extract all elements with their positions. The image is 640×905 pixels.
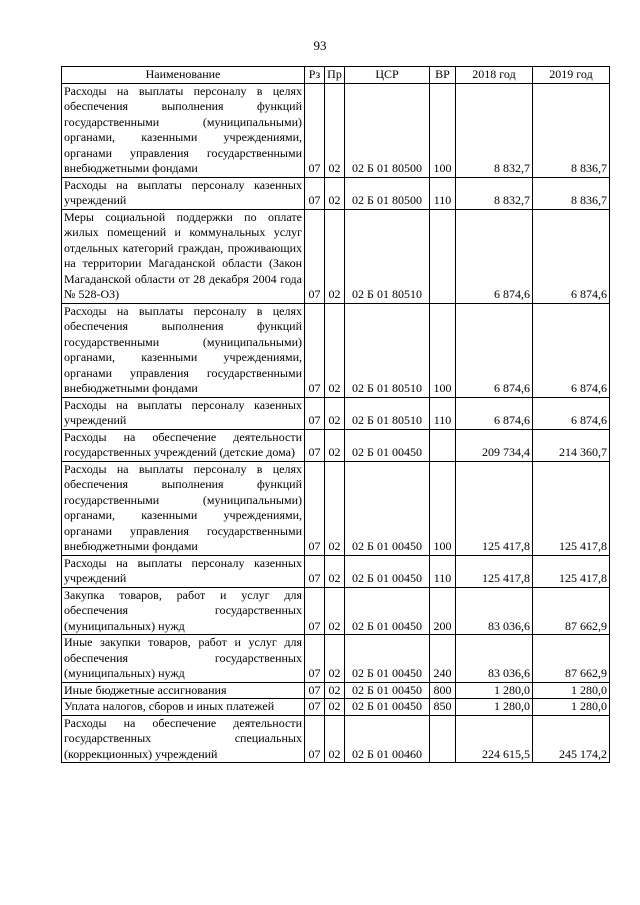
- header-name: Наименование: [62, 67, 305, 84]
- page-number: 93: [313, 38, 327, 53]
- table-row: [62, 555, 610, 587]
- table-row: [62, 429, 610, 461]
- cell-y2019: 125 417,8: [533, 461, 610, 555]
- cell-y2018: 1 280,0: [456, 699, 533, 716]
- cell-rz: 07: [305, 682, 325, 699]
- table-row: [62, 303, 610, 397]
- cell-pr: 02: [325, 397, 345, 429]
- cell-y2018: 224 615,5: [456, 715, 533, 763]
- cell-vr: 110: [430, 177, 456, 209]
- cell-y2019: 214 360,7: [533, 429, 610, 461]
- cell-csr: 02 Б 01 00450: [345, 461, 430, 555]
- cell-rz: 07: [305, 555, 325, 587]
- cell-y2018: 6 874,6: [456, 303, 533, 397]
- cell-csr: 02 Б 01 00450: [345, 699, 430, 716]
- cell-y2018: 1 280,0: [456, 682, 533, 699]
- cell-vr: [430, 715, 456, 763]
- cell-name: Расходы на обеспечение деятельности государственных специальных (коррекционных) учреждений: [62, 715, 305, 763]
- cell-vr: 240: [430, 635, 456, 683]
- cell-csr: 02 Б 01 80500: [345, 177, 430, 209]
- cell-pr: 02: [325, 461, 345, 555]
- cell-vr: 800: [430, 682, 456, 699]
- cell-vr: 110: [430, 397, 456, 429]
- cell-csr: 02 Б 01 00450: [345, 682, 430, 699]
- cell-pr: 02: [325, 635, 345, 683]
- header-2019: 2019 год: [533, 67, 610, 84]
- cell-y2019: 87 662,9: [533, 635, 610, 683]
- cell-name: Уплата налогов, сборов и иных платежей: [62, 699, 305, 716]
- cell-y2019: 1 280,0: [533, 699, 610, 716]
- cell-y2019: 1 280,0: [533, 682, 610, 699]
- cell-y2018: 8 832,7: [456, 177, 533, 209]
- cell-y2019: 6 874,6: [533, 397, 610, 429]
- table-header-row: [62, 67, 610, 84]
- cell-rz: 07: [305, 83, 325, 177]
- cell-name: Расходы на выплаты персоналу казенных учреждений: [62, 177, 305, 209]
- header-rz: Рз: [305, 67, 325, 84]
- table-row: [62, 587, 610, 635]
- cell-rz: 07: [305, 461, 325, 555]
- cell-y2019: 125 417,8: [533, 555, 610, 587]
- cell-y2018: 125 417,8: [456, 461, 533, 555]
- cell-csr: 02 Б 01 80500: [345, 83, 430, 177]
- cell-rz: 07: [305, 587, 325, 635]
- header-pr: Пр: [325, 67, 345, 84]
- table-row: [62, 699, 610, 716]
- cell-y2019: 6 874,6: [533, 303, 610, 397]
- cell-y2019: 6 874,6: [533, 209, 610, 303]
- cell-vr: 850: [430, 699, 456, 716]
- cell-pr: 02: [325, 715, 345, 763]
- cell-pr: 02: [325, 177, 345, 209]
- cell-name: Расходы на обеспечение деятельности государственных учреждений (детские дома): [62, 429, 305, 461]
- cell-csr: 02 Б 01 80510: [345, 397, 430, 429]
- cell-rz: 07: [305, 715, 325, 763]
- cell-pr: 02: [325, 429, 345, 461]
- cell-y2018: 6 874,6: [456, 397, 533, 429]
- cell-rz: 07: [305, 397, 325, 429]
- cell-pr: 02: [325, 699, 345, 716]
- cell-y2019: 8 836,7: [533, 177, 610, 209]
- cell-y2019: 8 836,7: [533, 83, 610, 177]
- cell-vr: [430, 209, 456, 303]
- cell-csr: 02 Б 01 80510: [345, 303, 430, 397]
- cell-name: Расходы на выплаты персоналу в целях обеспечения выполнения функций государственными (муниципальными) органами, казенными учреждениями, органами управления государственными внебюджетными фондами: [62, 83, 305, 177]
- cell-pr: 02: [325, 303, 345, 397]
- cell-name: Иные закупки товаров, работ и услуг для обеспечения государственных (муниципальных) нужд: [62, 635, 305, 683]
- cell-y2018: 125 417,8: [456, 555, 533, 587]
- cell-rz: 07: [305, 303, 325, 397]
- table-row: [62, 83, 610, 177]
- cell-vr: 100: [430, 303, 456, 397]
- cell-name: Иные бюджетные ассигнования: [62, 682, 305, 699]
- cell-vr: 200: [430, 587, 456, 635]
- cell-name: Меры социальной поддержки по оплате жилых помещений и коммунальных услуг отдельных категорий граждан, проживающих на территории Магаданской области (Закон Магаданской области от 28 декабря 2004 года № 528-ОЗ): [62, 209, 305, 303]
- cell-vr: 110: [430, 555, 456, 587]
- cell-y2018: 83 036,6: [456, 587, 533, 635]
- cell-csr: 02 Б 01 80510: [345, 209, 430, 303]
- cell-csr: 02 Б 01 00450: [345, 429, 430, 461]
- cell-rz: 07: [305, 209, 325, 303]
- header-vr: ВР: [430, 67, 456, 84]
- cell-name: Расходы на выплаты персоналу казенных учреждений: [62, 397, 305, 429]
- table-row: [62, 177, 610, 209]
- cell-csr: 02 Б 01 00450: [345, 587, 430, 635]
- cell-pr: 02: [325, 555, 345, 587]
- table-row: [62, 209, 610, 303]
- cell-vr: 100: [430, 461, 456, 555]
- table-row: [62, 635, 610, 683]
- cell-csr: 02 Б 01 00450: [345, 555, 430, 587]
- cell-name: Расходы на выплаты персоналу в целях обеспечения выполнения функций государственными (муниципальными) органами, казенными учреждениями, органами управления государственными внебюджетными фондами: [62, 303, 305, 397]
- table-row: [62, 397, 610, 429]
- cell-name: Закупка товаров, работ и услуг для обеспечения государственных (муниципальных) нужд: [62, 587, 305, 635]
- header-2018: 2018 год: [456, 67, 533, 84]
- cell-y2019: 245 174,2: [533, 715, 610, 763]
- table-body: [62, 83, 610, 763]
- cell-y2018: 83 036,6: [456, 635, 533, 683]
- table-row: [62, 682, 610, 699]
- cell-pr: 02: [325, 587, 345, 635]
- cell-name: Расходы на выплаты персоналу казенных учреждений: [62, 555, 305, 587]
- cell-y2018: 209 734,4: [456, 429, 533, 461]
- cell-pr: 02: [325, 209, 345, 303]
- header-csr: ЦСР: [345, 67, 430, 84]
- cell-rz: 07: [305, 699, 325, 716]
- cell-pr: 02: [325, 83, 345, 177]
- budget-table: [61, 66, 610, 763]
- cell-rz: 07: [305, 635, 325, 683]
- cell-rz: 07: [305, 429, 325, 461]
- cell-csr: 02 Б 01 00450: [345, 635, 430, 683]
- cell-y2019: 87 662,9: [533, 587, 610, 635]
- cell-y2018: 6 874,6: [456, 209, 533, 303]
- table-row: [62, 715, 610, 763]
- cell-csr: 02 Б 01 00460: [345, 715, 430, 763]
- cell-vr: 100: [430, 83, 456, 177]
- cell-vr: [430, 429, 456, 461]
- cell-name: Расходы на выплаты персоналу в целях обеспечения выполнения функций государственными (муниципальными) органами, казенными учреждениями, органами управления государственными внебюджетными фондами: [62, 461, 305, 555]
- table-row: [62, 461, 610, 555]
- cell-rz: 07: [305, 177, 325, 209]
- cell-pr: 02: [325, 682, 345, 699]
- cell-y2018: 8 832,7: [456, 83, 533, 177]
